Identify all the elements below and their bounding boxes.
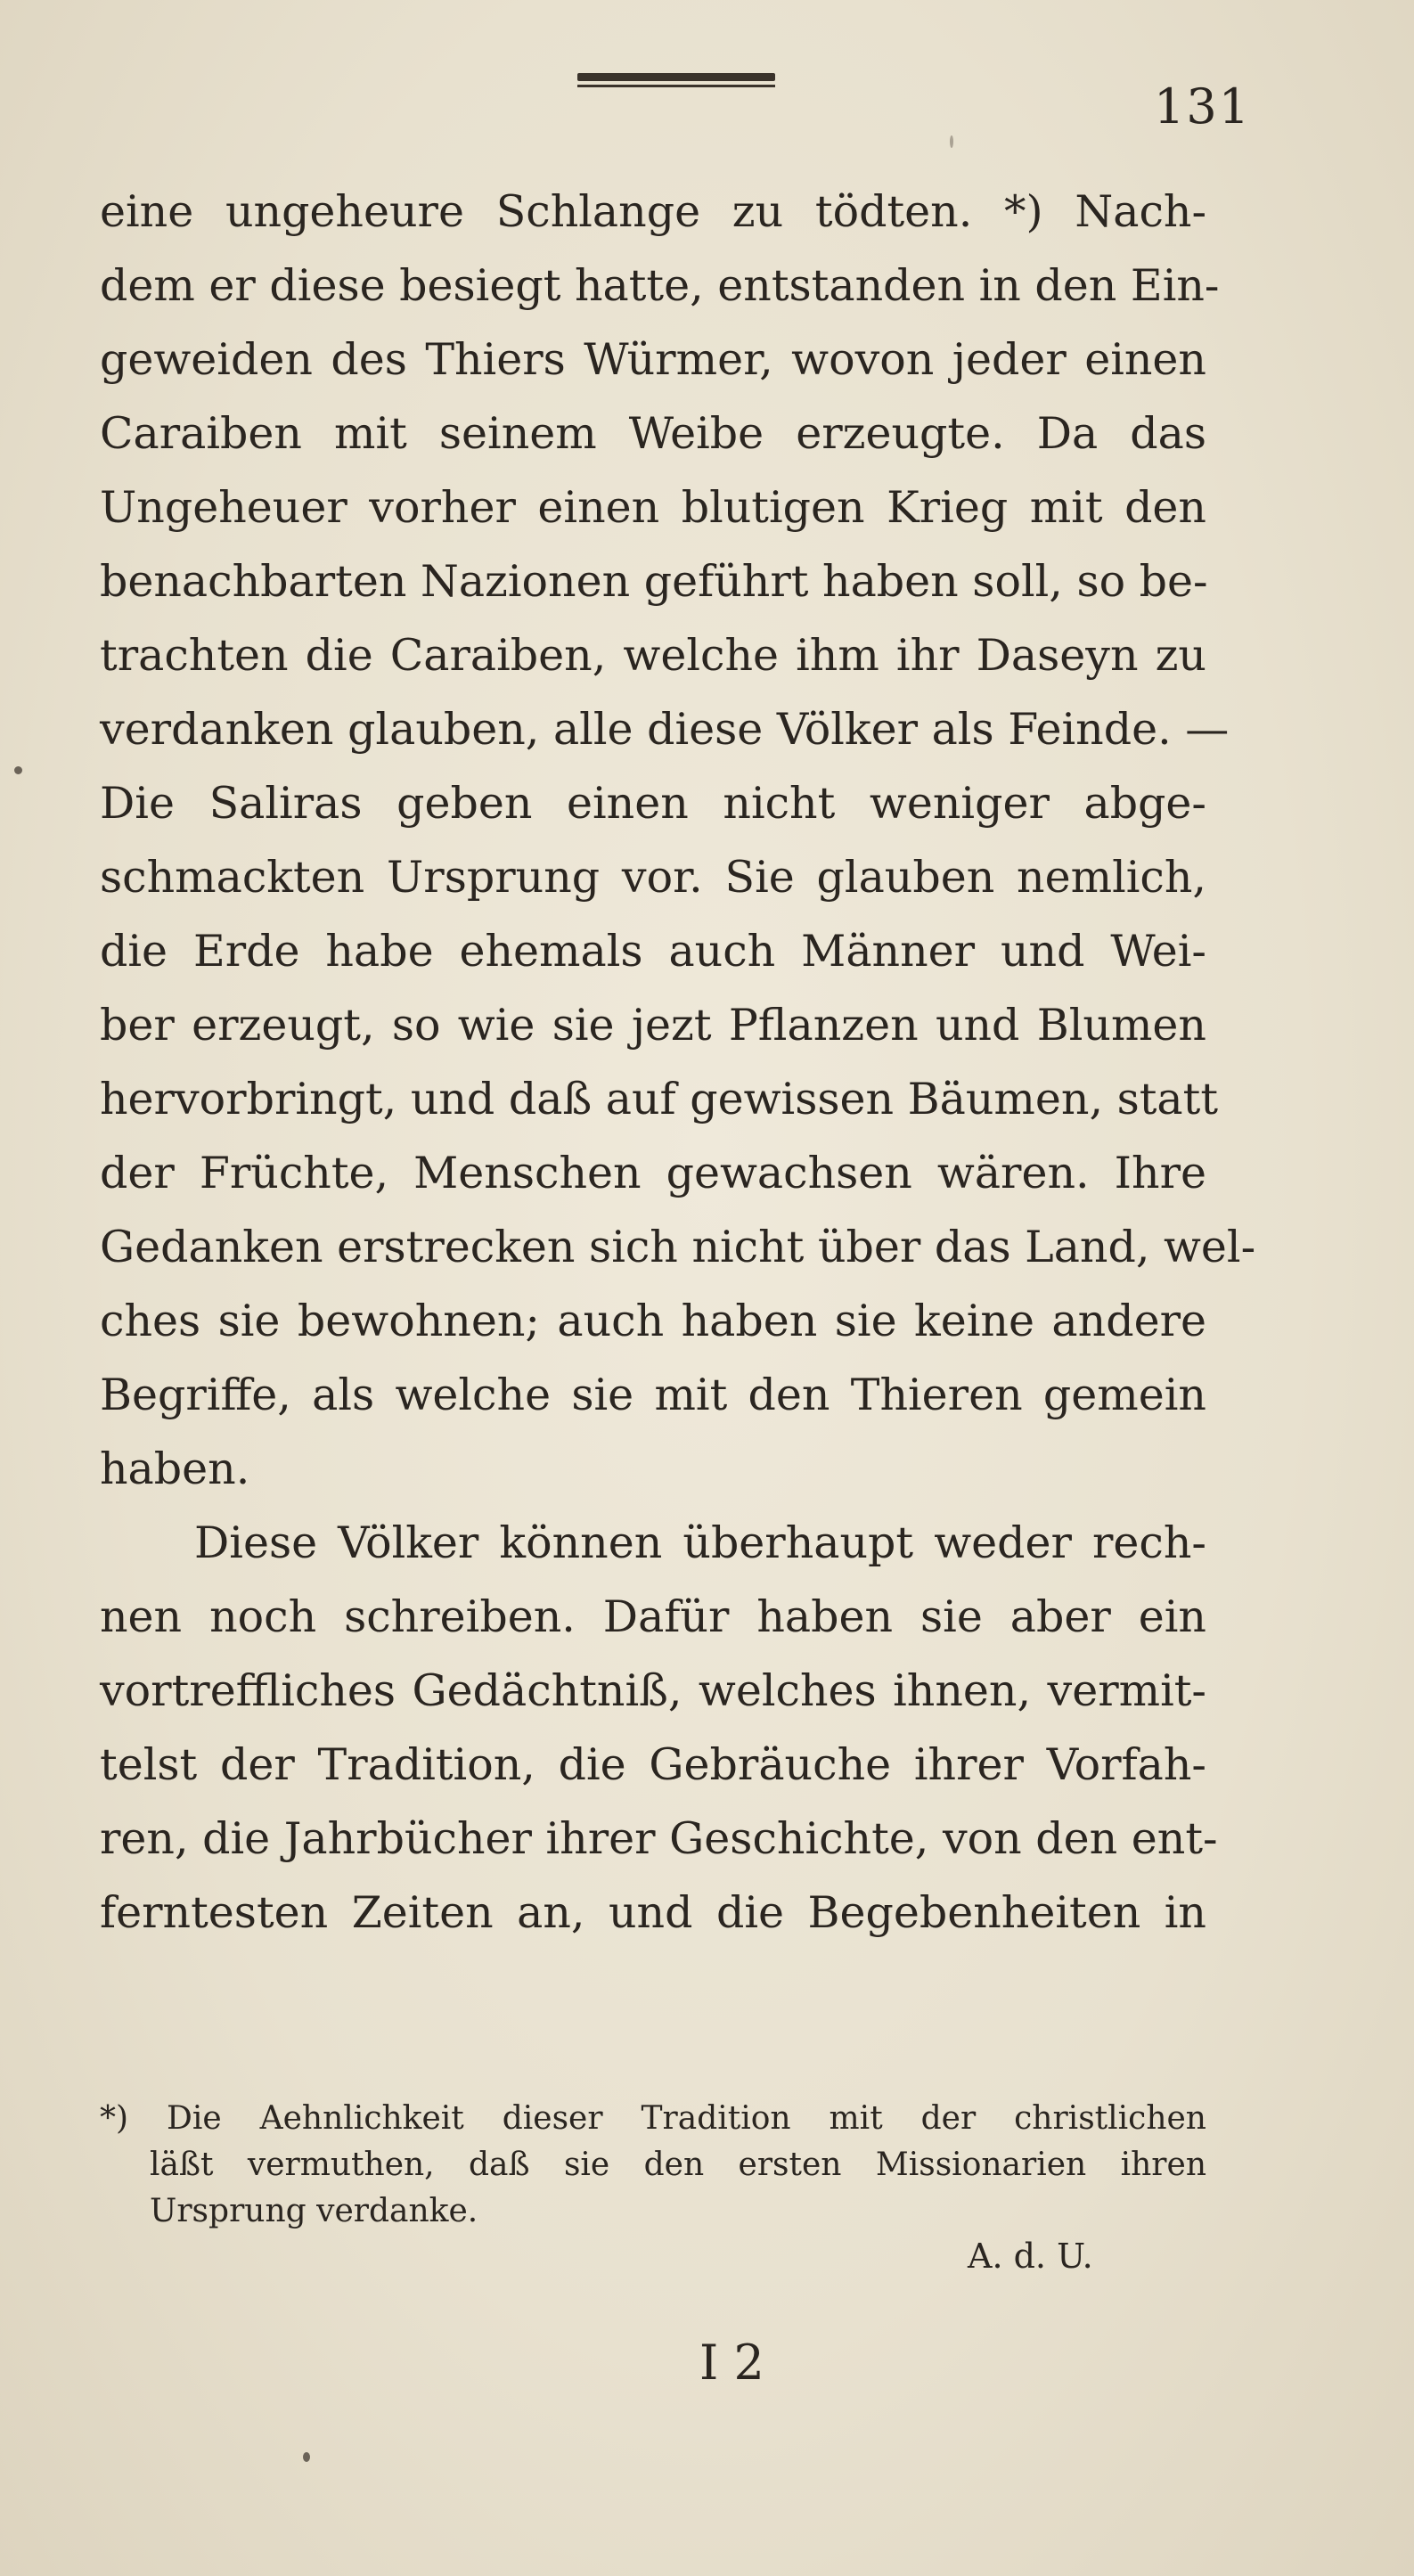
text-line: geweiden des Thiers Würmer, wovon jeder einen [100, 334, 1206, 385]
header-rule [577, 73, 775, 91]
text-line: der Früchte, Menschen gewachsen wären. Ihre [100, 1148, 1206, 1198]
text-line: ches sie bewohnen; auch haben sie keine andere [100, 1296, 1206, 1346]
text-line: ren, die Jahrbücher ihrer Geschichte, von den ent- [100, 1813, 1218, 1864]
header-rule-thin [577, 85, 775, 87]
text-line: trachten die Caraiben, welche ihm ihr Daseyn zu [100, 630, 1206, 681]
footnote-line: *) Die Aehnlichkeit dieser Tradition mit der christlichen [100, 2100, 1206, 2137]
text-line: hervorbringt, und daß auf gewissen Bäumen, statt [100, 1074, 1219, 1124]
text-line: benachbarten Nazionen geführt haben soll, so be- [100, 556, 1208, 607]
text-line: eine ungeheure Schlange zu tödten. *) Nach- [100, 186, 1206, 237]
printer-signature-mark: I 2 [699, 2335, 764, 2391]
text-line: Begriffe, als welche sie mit den Thieren gemein [100, 1370, 1206, 1420]
text-line: Caraiben mit seinem Weibe erzeugte. Da das [100, 408, 1206, 459]
paper-speck [950, 135, 953, 148]
text-line: schmackten Ursprung vor. Sie glauben nemlich, [100, 852, 1206, 903]
header-rule-thick [577, 73, 775, 81]
text-line: Ungeheuer vorher einen blutigen Krieg mit den [100, 482, 1206, 533]
text-line: die Erde habe ehemals auch Männer und Wei- [100, 926, 1206, 977]
paper-speck [303, 2452, 310, 2462]
text-line: verdanken glauben, alle diese Völker als Feinde. — [100, 704, 1230, 755]
text-line: Diese Völker können überhaupt weder rech- [194, 1517, 1206, 1568]
footnote-line: Ursprung verdanke. [150, 2193, 478, 2229]
text-line: vortreffliches Gedächtniß, welches ihnen, vermit- [100, 1665, 1206, 1716]
paper-speck [14, 766, 22, 774]
text-line: ferntesten Zeiten an, und die Begebenheiten in [100, 1887, 1206, 1938]
footnote-line: läßt vermuthen, daß sie den ersten Missionarien ihren [150, 2147, 1206, 2183]
text-line: Gedanken erstrecken sich nicht über das Land, wel- [100, 1222, 1256, 1272]
text-line: ber erzeugt, so wie sie jezt Pflanzen und Blumen [100, 1000, 1206, 1051]
text-line: nen noch schreiben. Dafür haben sie aber ein [100, 1591, 1206, 1642]
footnote-signature: A. d. U. [968, 2237, 1093, 2276]
text-line: telst der Tradition, die Gebräuche ihrer Vorfah- [100, 1739, 1206, 1790]
body-text [100, 175, 1256, 1950]
text-line: dem er diese besiegt hatte, entstanden in den Ein- [100, 260, 1220, 311]
text-line: Die Saliras geben einen nicht weniger abge- [100, 778, 1206, 829]
page-number: 131 [1154, 78, 1252, 135]
footnote [100, 2096, 1206, 2235]
text-line: haben. [100, 1443, 250, 1494]
